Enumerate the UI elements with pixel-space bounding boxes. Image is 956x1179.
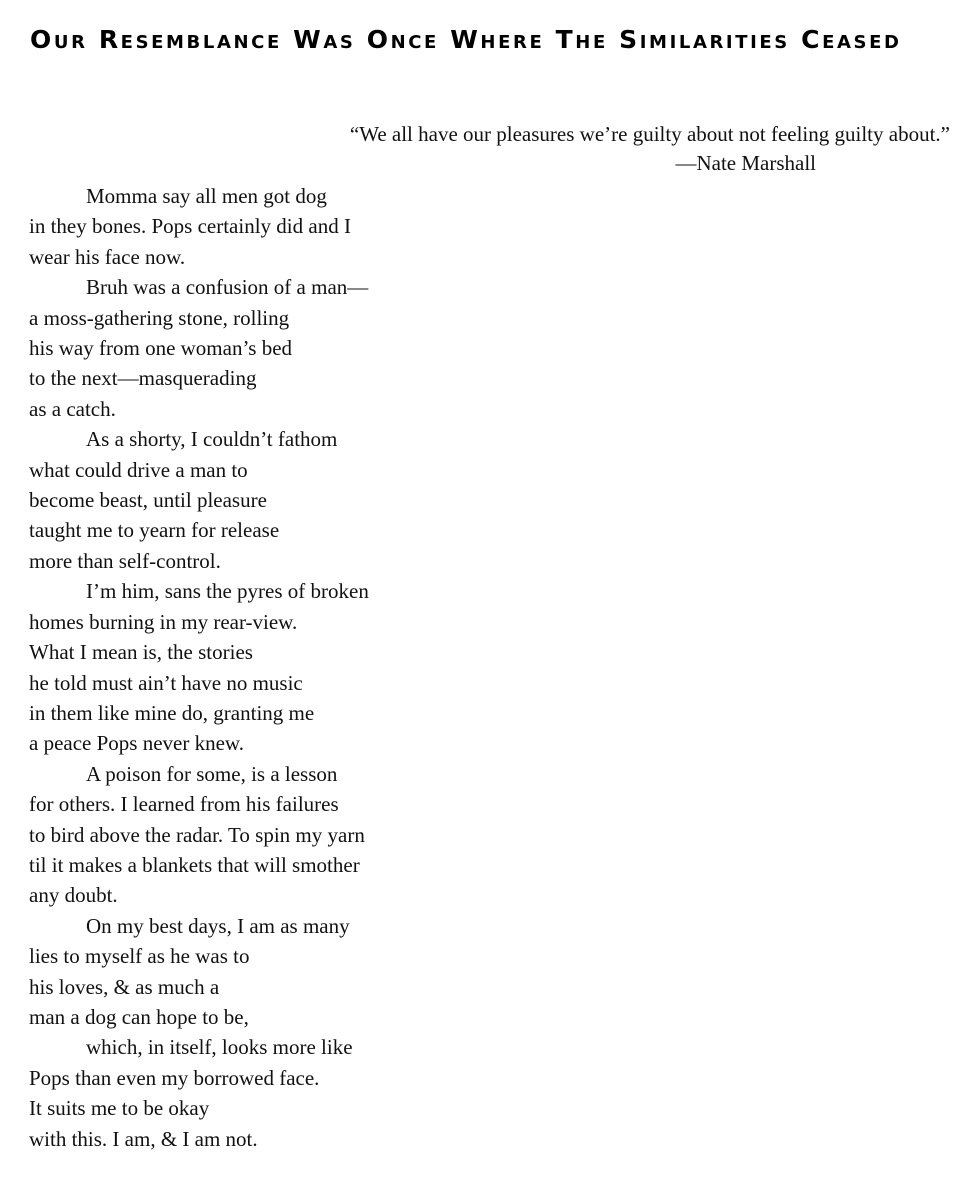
poem-line: taught me to yearn for release <box>29 518 280 543</box>
poem-body <box>29 181 629 1154</box>
poem-line: any doubt. <box>29 883 118 908</box>
poem-line: man a dog can hope to be, <box>29 1004 249 1029</box>
poem-line: On my best days, I am as many <box>86 913 350 938</box>
poem-line: homes burning in my rear-view. <box>29 609 298 634</box>
poem-line: which, in itself, looks more like <box>86 1035 353 1060</box>
poem-line: As a shorty, I couldn’t fathom <box>86 427 338 452</box>
stanza <box>29 576 629 758</box>
epigraph-attribution: —Nate Marshall <box>675 151 816 175</box>
poem-line: Momma say all men got dog <box>86 184 327 208</box>
poem-line: in them like mine do, granting me <box>29 700 315 725</box>
stanza <box>29 424 629 576</box>
stanza <box>29 272 629 424</box>
poem-line: in they bones. Pops certainly did and I <box>29 214 351 239</box>
poem-line: his loves, & as much a <box>29 974 220 999</box>
poem-line: lies to myself as he was to <box>29 944 250 969</box>
poem-line: his way from one woman’s bed <box>29 336 293 361</box>
poem-line: what could drive a man to <box>29 457 248 482</box>
poem-line: Pops than even my borrowed face. <box>29 1065 320 1090</box>
poem-line: as a catch. <box>29 396 116 421</box>
poem-line: for others. I learned from his failures <box>29 792 339 817</box>
stanza <box>29 759 629 911</box>
epigraph <box>230 120 950 178</box>
poem-line: a peace Pops never knew. <box>29 731 244 756</box>
poem-line: to the next—masquerading <box>29 366 257 391</box>
poem-line: It suits me to be okay <box>29 1096 210 1121</box>
poem-line: become beast, until pleasure <box>29 488 267 513</box>
stanza <box>29 181 629 272</box>
stanza <box>29 1032 629 1154</box>
poem-line: Bruh was a confusion of a man— <box>86 275 369 300</box>
poem-line: with this. I am, & I am not. <box>29 1126 258 1151</box>
poem-title: Our Resemblance Was Once Where The Similarities Ceased <box>30 25 902 54</box>
stanza <box>29 911 629 1033</box>
poem-line: wear his face now. <box>29 244 186 269</box>
poem-line: he told must ain’t have no music <box>29 670 303 695</box>
poem-line: A poison for some, is a lesson <box>86 761 338 786</box>
poem-line: a moss-gathering stone, rolling <box>29 305 290 330</box>
poem-line: to bird above the radar. To spin my yarn <box>29 822 365 847</box>
poem-line: more than self-control. <box>29 548 221 573</box>
poem-line: til it makes a blankets that will smother <box>29 852 360 877</box>
poem-line: What I mean is, the stories <box>29 640 253 665</box>
epigraph-quote: “We all have our pleasures we’re guilty about not feeling guilty about.” <box>349 122 950 146</box>
poem-line: I’m him, sans the pyres of broken <box>86 579 369 604</box>
